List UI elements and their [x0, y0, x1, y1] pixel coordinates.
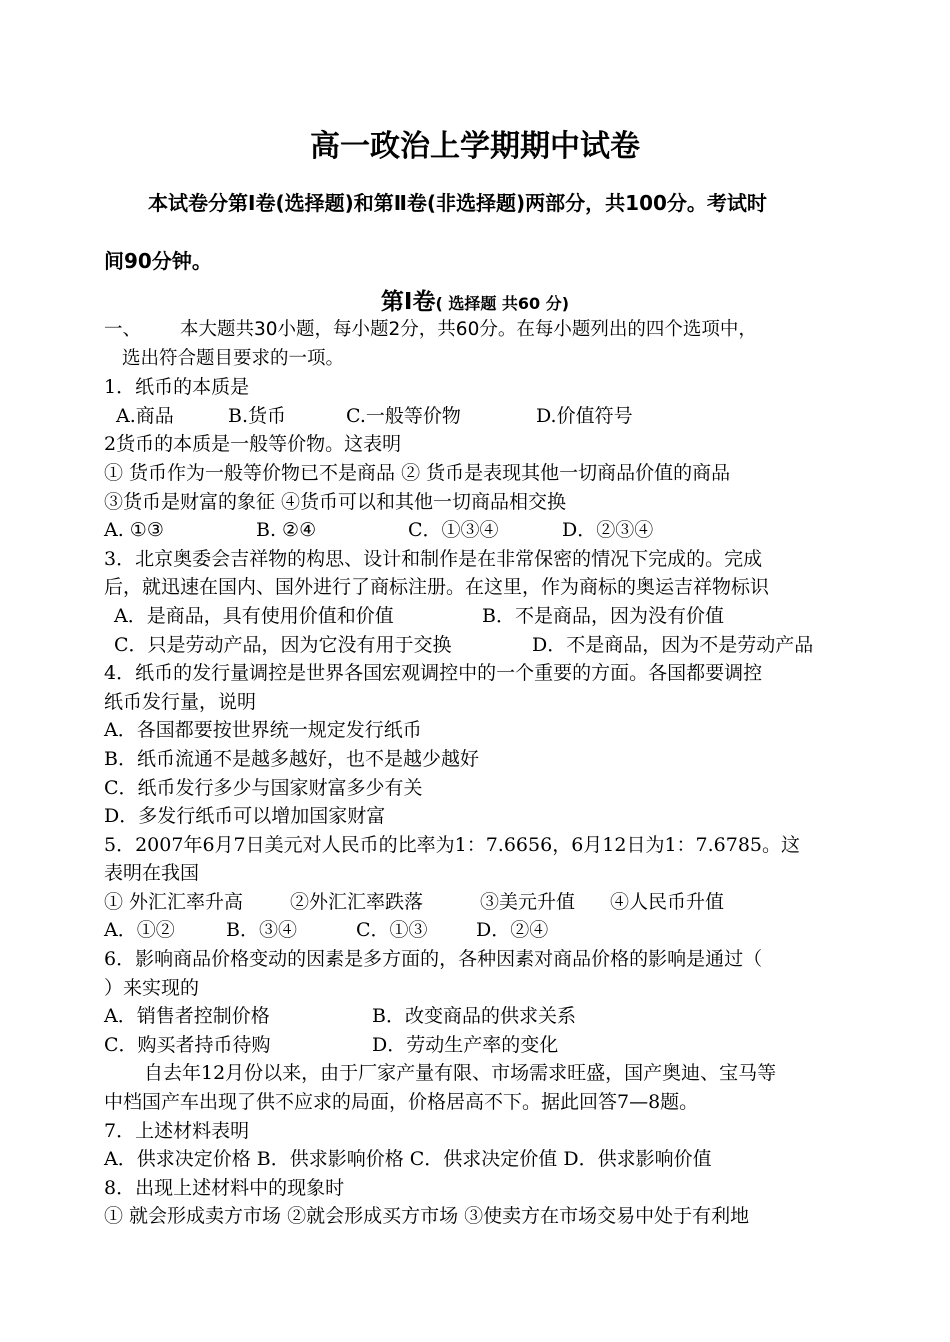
- q3-option-d: D．不是商品，因为不是劳动产品: [532, 633, 814, 656]
- instruction-line-1: [104, 316, 874, 345]
- q1-option-c: C.一般等价物: [346, 404, 461, 427]
- q1-stem: 1．纸币的本质是: [104, 376, 250, 399]
- section-title: 第Ⅰ卷: [380, 289, 436, 315]
- q7-stem: 7．上述材料表明: [104, 1119, 250, 1142]
- question-body: [104, 316, 874, 1231]
- q5-statement-3: ③美元升值: [480, 890, 576, 913]
- q6-option-d: D．劳动生产率的变化: [372, 1033, 559, 1056]
- q2-option-b: B. ②④: [256, 519, 317, 542]
- q4-stem-2: 纸币发行量，说明: [104, 690, 257, 713]
- q2-option-c: C．①③④: [408, 519, 499, 542]
- q5-options: [104, 916, 874, 945]
- q3-option-a: A．是商品，具有使用价值和价值: [114, 604, 394, 627]
- q6-option-c: C．购买者持币待购: [104, 1033, 271, 1056]
- q8-statements: ① 就会形成卖方市场 ②就会形成买方市场 ③使卖方在市场交易中处于有利地: [104, 1205, 750, 1228]
- q2-statements-12: ① 货币作为一般等价物已不是商品 ② 货币是表现其他一切商品价值的商品: [104, 461, 731, 484]
- q5-option-b: B．③④: [226, 919, 297, 942]
- q7-options: A．供求决定价格 B．供求影响价格 C．供求决定价值 D．供求影响价值: [104, 1148, 712, 1171]
- q6-stem-2: ）来实现的: [104, 976, 200, 999]
- q3-option-c: C．只是劳动产品，因为它没有用于交换: [114, 633, 452, 656]
- q1-options: [104, 402, 874, 431]
- page-title: 高一政治上学期期中试卷: [310, 129, 640, 164]
- instruction-number: 一、: [104, 319, 142, 340]
- q3-option-b: B．不是商品，因为没有价值: [482, 604, 724, 627]
- q5-statement-1: ① 外汇汇率升高: [104, 890, 244, 913]
- instruction-text-1: 本大题共30小题，每小题2分，共60分。在每小题列出的四个选项中，: [180, 319, 757, 340]
- q6-stem-1: 6．影响商品价格变动的因素是多方面的，各种因素对商品价格的影响是通过（: [104, 948, 763, 971]
- q2-statements-34: ③货币是财富的象征 ④货币可以和其他一切商品相交换: [104, 490, 567, 513]
- q6-option-b: B．改变商品的供求关系: [372, 1005, 576, 1028]
- material-text-1: 自去年12月份以来，由于厂家产量有限、市场需求旺盛，国产奥迪、宝马等: [144, 1062, 777, 1085]
- q1-option-b: B.货币: [228, 404, 287, 427]
- q5-statement-4: ④人民币升值: [610, 890, 725, 913]
- q3-stem-2: 后，就迅速在国内、国外进行了商标注册。在这里，作为商标的奥运吉祥物标识: [104, 576, 770, 599]
- q3-stem-1: 3．北京奥委会吉祥物的构思、设计和制作是在非常保密的情况下完成的。完成: [104, 547, 763, 570]
- q2-stem: 2货币的本质是一般等价物。这表明: [104, 433, 402, 456]
- section-subtitle: ( 选择题 共60 分): [435, 294, 570, 313]
- intro-line-2: 间90分钟。: [104, 249, 212, 273]
- q4-option-d: D．多发行纸币可以增加国家财富: [104, 805, 386, 828]
- q4-stem-1: 4．纸币的发行量调控是世界各国宏观调控中的一个重要的方面。各国都要调控: [104, 662, 763, 685]
- q5-option-d: D．②④: [476, 919, 549, 942]
- q5-stem-2: 表明在我国: [104, 862, 200, 885]
- material-line-2: 中档国产车出现了供不应求的局面，价格居高不下。据此回答7—8题。: [104, 1091, 699, 1114]
- q3-options-ab: [104, 602, 874, 631]
- q6-option-a: A．销售者控制价格: [104, 1005, 270, 1028]
- q6-options-cd: [104, 1031, 874, 1060]
- q8-stem: 8．出现上述材料中的现象时: [104, 1176, 345, 1199]
- q2-options: [104, 516, 874, 545]
- q5-statement-2: ②外汇汇率跌落: [290, 890, 424, 913]
- intro-line-1: 本试卷分第Ⅰ卷(选择题)和第Ⅱ卷(非选择题)两部分，共100分。考试时: [148, 191, 767, 215]
- q2-option-a: A. ①③: [104, 519, 164, 542]
- q4-option-c: C．纸币发行多少与国家财富多少有关: [104, 776, 423, 799]
- q5-stem-1: 5．2007年6月7日美元对人民币的比率为1：7.6656，6月12日为1：7.6785。这: [104, 833, 801, 856]
- material-line-1: [104, 1059, 874, 1088]
- q1-option-d: D.价值符号: [536, 404, 633, 427]
- q4-option-b: B．纸币流通不是越多越好，也不是越少越好: [104, 747, 479, 770]
- q2-option-d: D．②③④: [562, 519, 654, 542]
- q4-option-a: A．各国都要按世界统一规定发行纸币: [104, 719, 422, 742]
- q3-options-cd: [104, 631, 874, 660]
- q5-statements: [104, 888, 874, 917]
- q6-options-ab: [104, 1002, 874, 1031]
- instruction-text-2: 选出符合题目要求的一项。: [122, 347, 345, 369]
- q1-option-a: A.商品: [116, 404, 174, 427]
- q5-option-c: C．①③: [356, 919, 428, 942]
- instruction-line-2: [104, 345, 874, 374]
- q5-option-a: A．①②: [104, 919, 175, 942]
